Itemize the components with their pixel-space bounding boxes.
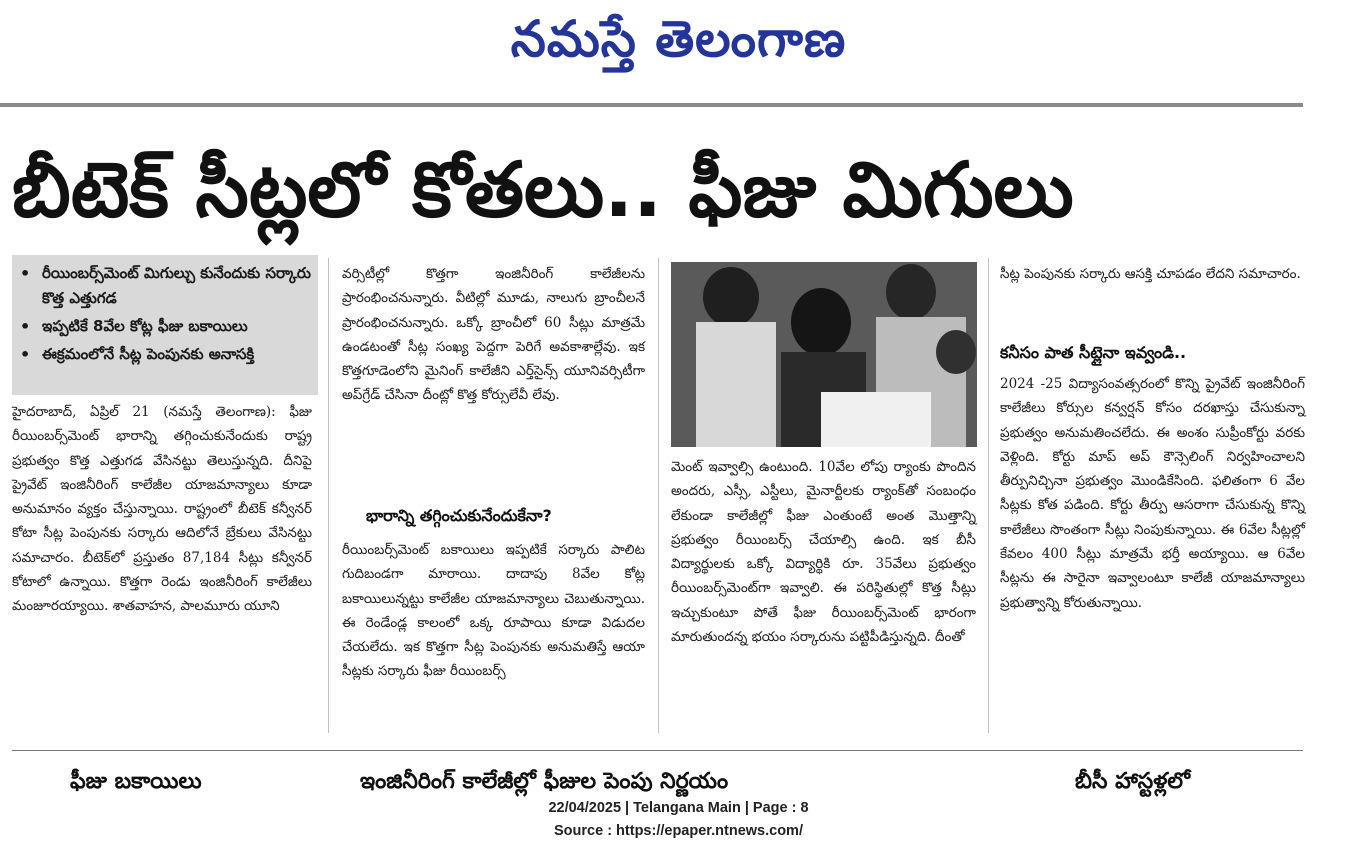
column-text: 2024 -25 విద్యాసంవత్సరంలో కొన్ని ప్రైవేట్ ఇంజినీరింగ్ కాలేజీలు కోర్సుల కన్వర్షన్ కోసం దరఖాస్తు చేసుకున్నా ప్రభుత్వం అనుమతించలేదు. ఈ అంశం సుప్రీంకోర్టు వరకు వెళ్లింది. కోర్టు మాప్ అప్ కౌన్సెలింగ్ నిర్వహించాలని తీర్పునిచ్చినా ప్రభుత్వం మొండికేసింది. ఫలితంగా 6 వేల సీట్లకు కోత పడింది. కోర్టు తీర్పు ఆసరాగా చేసుకున్న కొన్ని కాలేజీలు సొంతంగా సీట్లు నింపుకున్నాయి. ఈ 6వేల సీట్లల్లో కేవలం 400 సీట్లు మాత్రమే భర్తీ అయ్యాయి. ఆ 6వేల సీట్లను ఈ సారైనా ఇవ్వాలంటూ కాలేజీ యాజమాన్యాలు ప్రభుత్వాన్ని కోరుతున్నాయి. xyxy=(1000,376,1305,611)
next-article-headline-cut: ఫీజు బకాయిలు xyxy=(70,769,202,794)
subheading-old-seats: కనీసం పాత సీట్లైనా ఇవ్వండి.. xyxy=(1000,343,1187,362)
highlights-box xyxy=(12,255,318,395)
column-text: మెంట్ ఇవ్వాల్సి ఉంటుంది. 10వేల లోపు ర్యాంకు పొందిన అందరు, ఎస్సీ, ఎస్టీలు, మైనార్టీలకు ర్యాంక్‌తో సంబంధం లేకుండా కాలేజీల్లో ఫీజు ఎంతుంటే అంత మొత్తాన్ని ప్రభుత్వం రీయింబర్స్ చేయాల్సి ఉంది. ఇక బీసీ విద్యార్థులకు ఒక్కో విద్యార్థికి రూ. 35వేలు ప్రభుత్వం రీయింబర్స్‌మెంట్‌గా ఇవ్వాలి. ఈ పరిస్థితుల్లో కొత్త సీట్లు ఇచ్చుకుంటూ పోతే ఫీజు రీయింబర్స్‌మెంట్ భారంగా మారుతుందన్న భయం సర్కారును పట్టిపీడిస్తున్నది. దీంతో xyxy=(671,459,976,646)
article-column-4-continued xyxy=(1000,372,1305,734)
article-headline: బీటెక్ సీట్లలో కోతలు.. ఫీజు మిగులు xyxy=(12,145,1074,234)
highlight-item xyxy=(12,314,318,339)
highlight-item xyxy=(12,342,318,367)
column-text: వర్సిటీల్లో కొత్తగా ఇంజినీరింగ్ కాలేజీలను ప్రారంభించనున్నారు. వీటిల్లో మూడు, నాలుగు బ్రాంచీలనే ప్రారంభించనున్నారు. ఒక్కో బ్రాంచీలో 60 సీట్లు మాత్రమే ఉండటంతో సీట్ల సంఖ్య పెద్దగా పెరిగే అవకాశాల్లేవు. ఇక కొత్తగూడెంలోని మైనింగ్ కాలేజీని ఎర్త్‌సైన్స్ యూనివర్సిటీగా అప్‌గ్రేడ్ చేసినా దీంట్లో కొత్త కోర్సులేవీ లేవు. xyxy=(342,266,645,404)
article-column-4 xyxy=(1000,262,1305,320)
highlight-text: ఈక్రమంలోనే సీట్ల పెంపునకు అనాసక్తి xyxy=(42,345,255,363)
column-text: రీయింబర్స్‌మెంట్ బకాయిలు ఇప్పటికే సర్కారు పాలిట గుదిబండగా మారాయి. దాదాపు 8వేల కోట్ల బకాయిలున్నట్టు కాలేజీల యాజమాన్యాలు చెబుతున్నాయి. ఈ రెండేండ్ల కాలంలో ఒక్క రూపాయి కూడా విడుదల చేయలేదు. ఇక కొత్తగా సీట్ల పెంపునకు అనుమతిస్తే ఆయా సీట్లకు సర్కారు ఫీజు రీయింబర్స్ xyxy=(342,542,645,680)
article-column-2 xyxy=(342,262,645,492)
photo-illustration xyxy=(671,262,977,447)
students-writing-exam-photo xyxy=(671,262,977,447)
edition-info: 22/04/2025 | Telangana Main | Page : 8 xyxy=(548,800,809,816)
page-bottom-divider xyxy=(12,750,1303,751)
masthead-divider xyxy=(0,103,1303,107)
highlight-text: ఇప్పటికే 8వేల కోట్ల ఫీజు బకాయిలు xyxy=(42,317,248,335)
bullet-icon: • xyxy=(20,264,31,283)
next-article-headline-cut: ఇంజినీరింగ్ కాలేజీల్లో ఫీజుల పెంపు నిర్ణయం xyxy=(360,769,729,794)
column-text: హైదరాబాద్, ఏప్రిల్ 21 (నమస్తే తెలంగాణ): ఫీజు రీయింబర్స్‌మెంట్ భారాన్ని తగ్గించుకునేందుకు రాష్ట్ర ప్రభుత్వం కొత్త ఎత్తుగడ వేసినట్టు తెలుస్తున్నది. దీనిపై ప్రైవేట్ ఇంజినీరింగ్ కాలేజీల యాజమాన్యాలు కూడా అనుమానం వ్యక్తం చేస్తున్నాయి. రాష్ట్రంలో బీటెక్ కన్వీనర్ కోటా సీట్ల పెంపునకు సర్కారు ఆదిలోనే బ్రేకులు వేసినట్టు సమాచారం. బీటెక్‌లో ప్రస్తుతం 87,184 సీట్లు కన్వీనర్ కోటాలో ఉన్నాయి. కొత్తగా రెండు ఇంజినీరింగ్ కాలేజీలు మంజూరయ్యాయి. శాతవాహన, పాలమూరు యూని xyxy=(12,404,312,615)
source-link[interactable]: Source : https://epaper.ntnews.com/ xyxy=(554,823,803,839)
column-divider xyxy=(658,258,659,733)
highlight-item xyxy=(12,261,318,311)
column-divider xyxy=(988,258,989,733)
column-divider xyxy=(328,258,329,733)
highlight-text: రీయింబర్స్‌మెంట్ మిగుల్చు కునేందుకు సర్కారు కొత్త ఎత్తుగడ xyxy=(42,264,311,307)
subheading-reduce-burden: భారాన్ని తగ్గించుకునేందుకేనా? xyxy=(366,506,552,525)
article-column-1 xyxy=(12,400,312,730)
column-text: సీట్ల పెంపునకు సర్కారు ఆసక్తి చూపడం లేదని సమాచారం. xyxy=(1000,266,1301,282)
bullet-icon: • xyxy=(20,345,31,364)
newspaper-masthead: నమస్తే తెలంగాణ xyxy=(510,10,847,68)
article-column-2-continued xyxy=(342,538,645,733)
next-article-headline-cut: బీసీ హాస్టళ్లలో xyxy=(1075,769,1191,794)
article-column-3 xyxy=(671,455,976,735)
bullet-icon: • xyxy=(20,317,31,336)
